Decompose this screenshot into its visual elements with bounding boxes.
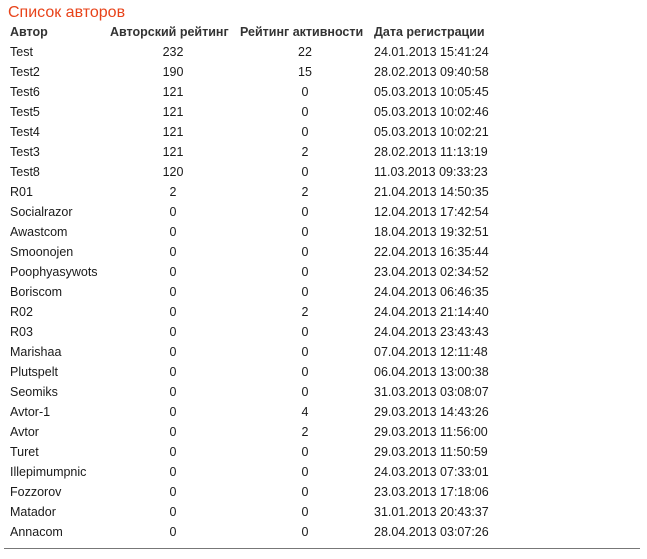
author-rating-cell: 0 — [169, 385, 177, 399]
activity-rating-cell: 0 — [301, 525, 309, 539]
author-name-cell[interactable]: R03 — [10, 325, 33, 339]
author-name-cell[interactable]: Test5 — [10, 105, 40, 119]
author-rating-cell: 121 — [162, 145, 184, 159]
author-name-cell[interactable]: Plutspelt — [10, 365, 58, 379]
table-row — [8, 202, 500, 222]
author-name-cell[interactable]: Avtor — [10, 425, 39, 439]
table-body — [8, 42, 500, 542]
author-rating-cell: 0 — [169, 205, 177, 219]
registration-date-cell: 07.04.2013 12:11:48 — [374, 345, 488, 359]
author-rating-cell: 0 — [169, 285, 177, 299]
activity-rating-cell: 0 — [301, 205, 309, 219]
registration-date-cell: 23.03.2013 17:18:06 — [374, 485, 489, 499]
author-name-cell[interactable]: Turet — [10, 445, 39, 459]
activity-rating-cell: 0 — [301, 85, 309, 99]
table-row — [8, 122, 500, 142]
registration-date-cell: 31.01.2013 20:43:37 — [374, 505, 489, 519]
author-name-cell[interactable]: Socialrazor — [10, 205, 73, 219]
column-header-author-rating[interactable]: Авторский рейтинг — [110, 25, 229, 39]
author-rating-cell: 0 — [169, 425, 177, 439]
author-rating-cell: 0 — [169, 305, 177, 319]
table-row — [8, 462, 500, 482]
registration-date-cell: 28.04.2013 03:07:26 — [374, 525, 489, 539]
registration-date-cell: 12.04.2013 17:42:54 — [374, 205, 489, 219]
author-name-cell[interactable]: R01 — [10, 185, 33, 199]
authors-table — [8, 22, 500, 542]
author-rating-cell: 0 — [169, 445, 177, 459]
table-row — [8, 502, 500, 522]
author-rating-cell: 0 — [169, 505, 177, 519]
author-rating-cell: 0 — [169, 325, 177, 339]
activity-rating-cell: 0 — [301, 285, 309, 299]
author-rating-cell: 0 — [169, 265, 177, 279]
registration-date-cell: 24.04.2013 06:46:35 — [374, 285, 489, 299]
table-row — [8, 402, 500, 422]
registration-date-cell: 24.03.2013 07:33:01 — [374, 465, 489, 479]
author-name-cell[interactable]: Test3 — [10, 145, 40, 159]
table-row — [8, 162, 500, 182]
column-header-registration-date[interactable]: Дата регистрации — [374, 25, 485, 39]
activity-rating-cell: 2 — [301, 185, 309, 199]
author-name-cell[interactable]: Test6 — [10, 85, 40, 99]
registration-date-cell: 29.03.2013 14:43:26 — [374, 405, 489, 419]
table-row — [8, 182, 500, 202]
author-name-cell[interactable]: R02 — [10, 305, 33, 319]
activity-rating-cell: 4 — [301, 405, 309, 419]
activity-rating-cell: 15 — [298, 65, 312, 79]
author-name-cell[interactable]: Marishaa — [10, 345, 62, 359]
author-rating-cell: 0 — [169, 345, 177, 359]
table-row — [8, 482, 500, 502]
registration-date-cell: 24.04.2013 23:43:43 — [374, 325, 489, 339]
registration-date-cell: 28.02.2013 09:40:58 — [374, 65, 489, 79]
table-row — [8, 442, 500, 462]
author-rating-cell: 120 — [162, 165, 184, 179]
registration-date-cell: 29.03.2013 11:56:00 — [374, 425, 488, 439]
registration-date-cell: 18.04.2013 19:32:51 — [374, 225, 489, 239]
activity-rating-cell: 0 — [301, 225, 309, 239]
activity-rating-cell: 0 — [301, 465, 309, 479]
registration-date-cell: 11.03.2013 09:33:23 — [374, 165, 488, 179]
page-title: Список авторов — [8, 4, 126, 21]
author-name-cell[interactable]: Test8 — [10, 165, 40, 179]
author-name-cell[interactable]: Matador — [10, 505, 56, 519]
author-rating-cell: 232 — [162, 45, 184, 59]
activity-rating-cell: 0 — [301, 105, 309, 119]
registration-date-cell: 05.03.2013 10:02:21 — [374, 125, 489, 139]
registration-date-cell: 06.04.2013 13:00:38 — [374, 365, 489, 379]
activity-rating-cell: 0 — [301, 345, 309, 359]
author-name-cell[interactable]: Test — [10, 45, 33, 59]
table-row — [8, 322, 500, 342]
author-rating-cell: 121 — [162, 85, 184, 99]
registration-date-cell: 24.01.2013 15:41:24 — [374, 45, 489, 59]
author-name-cell[interactable]: Annacom — [10, 525, 63, 539]
author-name-cell[interactable]: Test4 — [10, 125, 40, 139]
author-name-cell[interactable]: Seomiks — [10, 385, 58, 399]
author-name-cell[interactable]: Fozzorov — [10, 485, 62, 499]
author-name-cell[interactable]: Illepimumpnic — [10, 465, 87, 479]
author-rating-cell: 0 — [169, 405, 177, 419]
activity-rating-cell: 2 — [301, 145, 309, 159]
author-rating-cell: 2 — [169, 185, 177, 199]
author-name-cell[interactable]: Smoonojen — [10, 245, 74, 259]
author-rating-cell: 0 — [169, 225, 177, 239]
author-name-cell[interactable]: Awastcom — [10, 225, 68, 239]
activity-rating-cell: 0 — [301, 485, 309, 499]
table-row — [8, 422, 500, 442]
registration-date-cell: 23.04.2013 02:34:52 — [374, 265, 489, 279]
activity-rating-cell: 0 — [301, 165, 309, 179]
author-rating-cell: 0 — [169, 485, 177, 499]
registration-date-cell: 05.03.2013 10:02:46 — [374, 105, 489, 119]
registration-date-cell: 05.03.2013 10:05:45 — [374, 85, 489, 99]
table-row — [8, 262, 500, 282]
activity-rating-cell: 22 — [298, 45, 312, 59]
registration-date-cell: 21.04.2013 14:50:35 — [374, 185, 489, 199]
activity-rating-cell: 0 — [301, 265, 309, 279]
divider — [4, 548, 640, 549]
author-name-cell[interactable]: Boriscom — [10, 285, 63, 299]
table-row — [8, 102, 500, 122]
activity-rating-cell: 0 — [301, 245, 309, 259]
author-rating-cell: 0 — [169, 365, 177, 379]
table-row — [8, 382, 500, 402]
activity-rating-cell: 0 — [301, 385, 309, 399]
table-row — [8, 342, 500, 362]
table-row — [8, 82, 500, 102]
author-rating-cell: 121 — [162, 125, 184, 139]
author-rating-cell: 190 — [162, 65, 184, 79]
table-row — [8, 242, 500, 262]
author-name-cell[interactable]: Test2 — [10, 65, 40, 79]
author-rating-cell: 0 — [169, 465, 177, 479]
activity-rating-cell: 0 — [301, 445, 309, 459]
registration-date-cell: 22.04.2013 16:35:44 — [374, 245, 489, 259]
column-header-activity-rating[interactable]: Рейтинг активности — [240, 25, 364, 39]
author-rating-cell: 121 — [162, 105, 184, 119]
activity-rating-cell: 2 — [301, 425, 309, 439]
table-row — [8, 282, 500, 302]
registration-date-cell: 29.03.2013 11:50:59 — [374, 445, 488, 459]
table-row — [8, 362, 500, 382]
activity-rating-cell: 0 — [301, 125, 309, 139]
registration-date-cell: 28.02.2013 11:13:19 — [374, 145, 488, 159]
table-header-row — [8, 22, 500, 42]
author-rating-cell: 0 — [169, 525, 177, 539]
table-row — [8, 302, 500, 322]
table-row — [8, 142, 500, 162]
table-row — [8, 522, 500, 542]
author-name-cell[interactable]: Poophyasywots — [10, 265, 98, 279]
author-name-cell[interactable]: Avtor-1 — [10, 405, 51, 419]
table-row — [8, 42, 500, 62]
activity-rating-cell: 0 — [301, 505, 309, 519]
table-row — [8, 222, 500, 242]
activity-rating-cell: 0 — [301, 365, 309, 379]
activity-rating-cell: 0 — [301, 325, 309, 339]
column-header-author[interactable]: Автор — [10, 25, 48, 39]
registration-date-cell: 24.04.2013 21:14:40 — [374, 305, 489, 319]
author-rating-cell: 0 — [169, 245, 177, 259]
activity-rating-cell: 2 — [301, 305, 309, 319]
table-row — [8, 62, 500, 82]
registration-date-cell: 31.03.2013 03:08:07 — [374, 385, 489, 399]
